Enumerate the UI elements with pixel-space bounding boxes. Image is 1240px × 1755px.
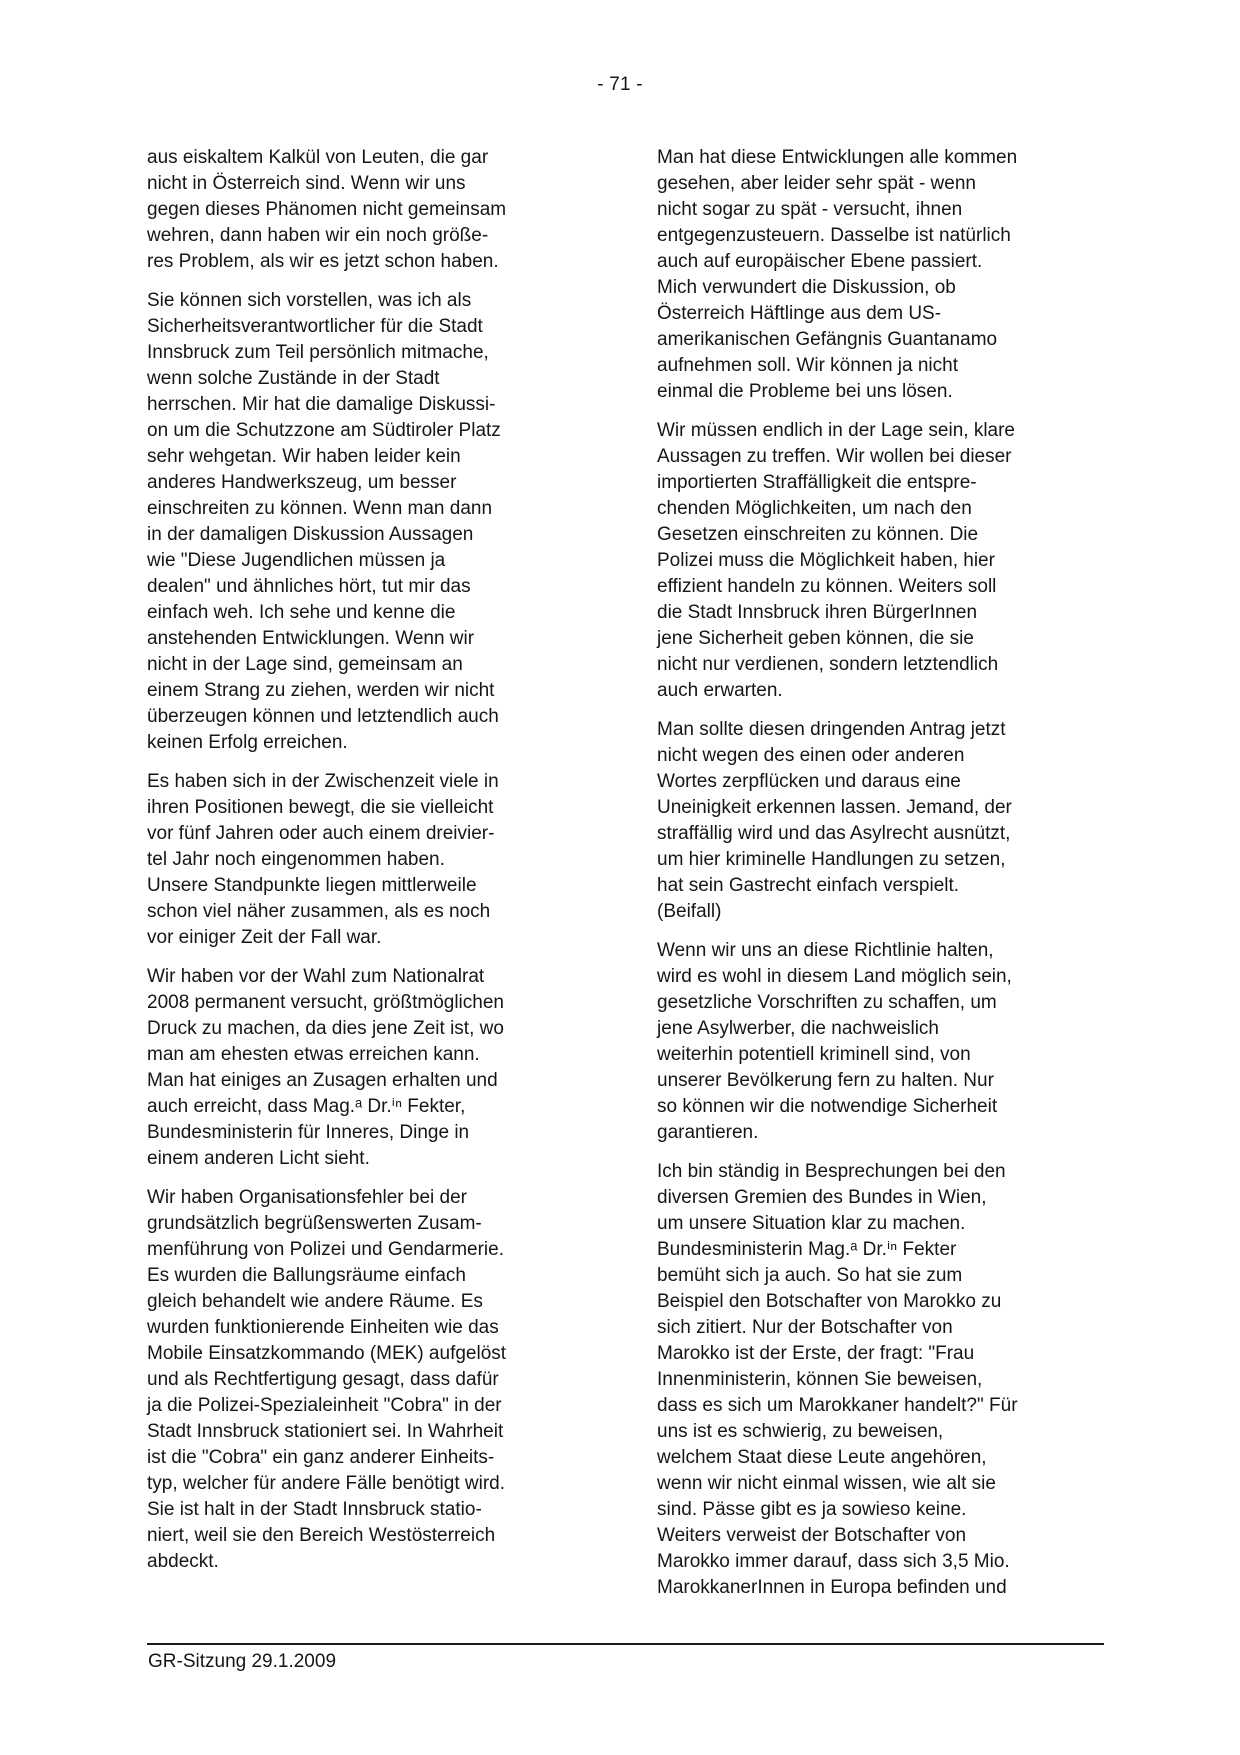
text-line: gesetzliche Vorschriften zu schaffen, um xyxy=(657,992,997,1013)
text-line: ja die Polizei-Spezialeinheit "Cobra" in der xyxy=(147,1395,502,1416)
text-line: um hier kriminelle Handlungen zu setzen, xyxy=(657,849,1006,870)
text-line: in der damaligen Diskussion Aussagen xyxy=(147,524,474,545)
text-line: tel Jahr noch eingenommen haben. xyxy=(147,849,445,870)
text-line: sind. Pässe gibt es ja sowieso keine. xyxy=(657,1499,967,1520)
text-line: welchem Staat diese Leute angehören, xyxy=(657,1447,987,1468)
text-line: diversen Gremien des Bundes in Wien, xyxy=(657,1187,987,1208)
text-line: Bundesministerin für Inneres, Dinge in xyxy=(147,1122,470,1143)
text-line: garantieren. xyxy=(657,1122,759,1143)
text-line: man am ehesten etwas erreichen kann. xyxy=(147,1044,480,1065)
text-line: und als Rechtfertigung gesagt, dass dafür xyxy=(147,1369,499,1390)
text-line: jene Sicherheit geben können, die sie xyxy=(657,628,974,649)
text-line: Marokko immer darauf, dass sich 3,5 Mio. xyxy=(657,1551,1010,1572)
text-line: einschreiten zu können. Wenn man dann xyxy=(147,498,493,519)
text-line: gesehen, aber leider sehr spät - wenn xyxy=(657,173,976,194)
paragraph xyxy=(657,717,1127,925)
text-line: hat sein Gastrecht einfach verspielt. xyxy=(657,875,960,896)
footer-session-label: GR-Sitzung 29.1.2009 xyxy=(148,1651,337,1672)
paragraph xyxy=(147,288,617,756)
text-column-left xyxy=(147,145,617,1588)
text-line: die Stadt Innsbruck ihren BürgerInnen xyxy=(657,602,978,623)
text-line: Sie können sich vorstellen, was ich als xyxy=(147,290,472,311)
text-line: unserer Bevölkerung fern zu halten. Nur xyxy=(657,1070,994,1091)
text-line: anstehenden Entwicklungen. Wenn wir xyxy=(147,628,475,649)
text-line: on um die Schutzzone am Südtiroler Platz xyxy=(147,420,501,441)
paragraph xyxy=(147,1185,617,1575)
text-column-right xyxy=(657,145,1127,1614)
text-line: Wir haben vor der Wahl zum Nationalrat xyxy=(147,966,485,987)
text-line: Mobile Einsatzkommando (MEK) aufgelöst xyxy=(147,1343,507,1364)
text-line: vor fünf Jahren oder auch einem dreivier- xyxy=(147,823,495,844)
text-line: sich zitiert. Nur der Botschafter von xyxy=(657,1317,953,1338)
text-line: bemüht sich ja auch. So hat sie zum xyxy=(657,1265,963,1286)
text-line: Beispiel den Botschafter von Marokko zu xyxy=(657,1291,1002,1312)
text-line: Man sollte diesen dringenden Antrag jetzt xyxy=(657,719,1006,740)
text-line: ist die "Cobra" ein ganz anderer Einheits- xyxy=(147,1447,495,1468)
text-line: anderes Handwerkszeug, um besser xyxy=(147,472,457,493)
text-line: Druck zu machen, da dies jene Zeit ist, wo xyxy=(147,1018,504,1039)
footer-divider xyxy=(147,1643,1104,1645)
text-line: keinen Erfolg erreichen. xyxy=(147,732,348,753)
text-line: auch erreicht, dass Mag.ᵃ Dr.ⁱⁿ Fekter, xyxy=(147,1096,466,1117)
paragraph xyxy=(657,1159,1127,1601)
text-line: vor einiger Zeit der Fall war. xyxy=(147,927,382,948)
text-line: grundsätzlich begrüßenswerten Zusam- xyxy=(147,1213,482,1234)
text-line: Marokko ist der Erste, der fragt: "Frau xyxy=(657,1343,975,1364)
text-line: Gesetzen einschreiten zu können. Die xyxy=(657,524,979,545)
text-line: (Beifall) xyxy=(657,901,722,922)
text-line: Innsbruck zum Teil persönlich mitmache, xyxy=(147,342,489,363)
text-line: Polizei muss die Möglichkeit haben, hier xyxy=(657,550,995,571)
text-line: ihren Positionen bewegt, die sie vielleicht xyxy=(147,797,494,818)
text-line: Unsere Standpunkte liegen mittlerweile xyxy=(147,875,477,896)
text-line: Mich verwundert die Diskussion, ob xyxy=(657,277,956,298)
text-line: entgegenzusteuern. Dasselbe ist natürlich xyxy=(657,225,1011,246)
text-line: aufnehmen soll. Wir können ja nicht xyxy=(657,355,958,376)
text-line: nicht wegen des einen oder anderen xyxy=(657,745,965,766)
paragraph xyxy=(147,964,617,1172)
text-line: aus eiskaltem Kalkül von Leuten, die gar xyxy=(147,147,489,168)
text-line: dass es sich um Marokkaner handelt?" Für xyxy=(657,1395,1018,1416)
text-line: nicht sogar zu spät - versucht, ihnen xyxy=(657,199,963,220)
text-line: Es haben sich in der Zwischenzeit viele in xyxy=(147,771,499,792)
text-line: nicht in der Lage sind, gemeinsam an xyxy=(147,654,463,675)
text-line: einfach weh. Ich sehe und kenne die xyxy=(147,602,456,623)
text-line: weiterhin potentiell kriminell sind, von xyxy=(657,1044,971,1065)
text-line: abdeckt. xyxy=(147,1551,219,1572)
text-line: auch auf europäischer Ebene passiert. xyxy=(657,251,983,272)
text-line: schon viel näher zusammen, als es noch xyxy=(147,901,491,922)
text-line: menführung von Polizei und Gendarmerie. xyxy=(147,1239,504,1260)
text-line: so können wir die notwendige Sicherheit xyxy=(657,1096,998,1117)
text-line: sehr wehgetan. Wir haben leider kein xyxy=(147,446,461,467)
text-line: amerikanischen Gefängnis Guantanamo xyxy=(657,329,998,350)
text-line: wenn wir nicht einmal wissen, wie alt sie xyxy=(657,1473,996,1494)
text-line: Es wurden die Ballungsräume einfach xyxy=(147,1265,466,1286)
text-line: Ich bin ständig in Besprechungen bei den xyxy=(657,1161,1006,1182)
text-line: Sicherheitsverantwortlicher für die Stadt xyxy=(147,316,483,337)
paragraph xyxy=(147,769,617,951)
text-line: Weiters verweist der Botschafter von xyxy=(657,1525,967,1546)
text-line: Man hat einiges an Zusagen erhalten und xyxy=(147,1070,498,1091)
paragraph xyxy=(657,418,1127,704)
text-line: wehren, dann haben wir ein noch größe- xyxy=(147,225,489,246)
text-line: importierten Straffälligkeit die entspre- xyxy=(657,472,977,493)
text-line: jene Asylwerber, die nachweislich xyxy=(657,1018,939,1039)
text-line: niert, weil sie den Bereich Westösterreich xyxy=(147,1525,496,1546)
text-line: überzeugen können und letztendlich auch xyxy=(147,706,499,727)
text-line: gegen dieses Phänomen nicht gemeinsam xyxy=(147,199,507,220)
text-line: Wenn wir uns an diese Richtlinie halten, xyxy=(657,940,994,961)
text-line: Wir haben Organisationsfehler bei der xyxy=(147,1187,468,1208)
paragraph xyxy=(657,145,1127,405)
text-line: einem anderen Licht sieht. xyxy=(147,1148,370,1169)
text-line: Wir müssen endlich in der Lage sein, klare xyxy=(657,420,1016,441)
text-line: Bundesministerin Mag.ᵃ Dr.ⁱⁿ Fekter xyxy=(657,1239,957,1260)
text-line: MarokkanerInnen in Europa befinden und xyxy=(657,1577,1007,1598)
text-line: wenn solche Zustände in der Stadt xyxy=(147,368,440,389)
text-line: herrschen. Mir hat die damalige Diskussi- xyxy=(147,394,496,415)
text-line: Wortes zerpflücken und daraus eine xyxy=(657,771,961,792)
text-line: res Problem, als wir es jetzt schon haben. xyxy=(147,251,499,272)
paragraph xyxy=(147,145,617,275)
text-line: typ, welcher für andere Fälle benötigt wird. xyxy=(147,1473,506,1494)
text-line: Österreich Häftlinge aus dem US- xyxy=(657,303,942,324)
text-line: Innenministerin, können Sie beweisen, xyxy=(657,1369,983,1390)
page-number: - 71 - xyxy=(597,74,643,95)
text-line: wie "Diese Jugendlichen müssen ja xyxy=(147,550,446,571)
text-line: chenden Möglichkeiten, um nach den xyxy=(657,498,972,519)
text-line: 2008 permanent versucht, größtmöglichen xyxy=(147,992,504,1013)
text-line: gleich behandelt wie andere Räume. Es xyxy=(147,1291,483,1312)
text-line: wurden funktionierende Einheiten wie das xyxy=(147,1317,499,1338)
text-line: einmal die Probleme bei uns lösen. xyxy=(657,381,953,402)
text-line: nicht in Österreich sind. Wenn wir uns xyxy=(147,173,466,194)
text-line: Man hat diese Entwicklungen alle kommen xyxy=(657,147,1018,168)
text-line: Aussagen zu treffen. Wir wollen bei dieser xyxy=(657,446,1012,467)
text-line: einem Strang zu ziehen, werden wir nicht xyxy=(147,680,495,701)
text-line: wird es wohl in diesem Land möglich sein, xyxy=(657,966,1012,987)
text-line: Sie ist halt in der Stadt Innsbruck statio- xyxy=(147,1499,482,1520)
text-line: straffällig wird und das Asylrecht ausnützt, xyxy=(657,823,1011,844)
text-line: auch erwarten. xyxy=(657,680,783,701)
text-line: effizient handeln zu können. Weiters soll xyxy=(657,576,997,597)
text-line: Stadt Innsbruck stationiert sei. In Wahrheit xyxy=(147,1421,504,1442)
text-line: nicht nur verdienen, sondern letztendlich xyxy=(657,654,999,675)
text-line: uns ist es schwierig, zu beweisen, xyxy=(657,1421,944,1442)
text-line: Uneinigkeit erkennen lassen. Jemand, der xyxy=(657,797,1012,818)
text-line: um unsere Situation klar zu machen. xyxy=(657,1213,966,1234)
text-line: dealen" und ähnliches hört, tut mir das xyxy=(147,576,471,597)
paragraph xyxy=(657,938,1127,1146)
